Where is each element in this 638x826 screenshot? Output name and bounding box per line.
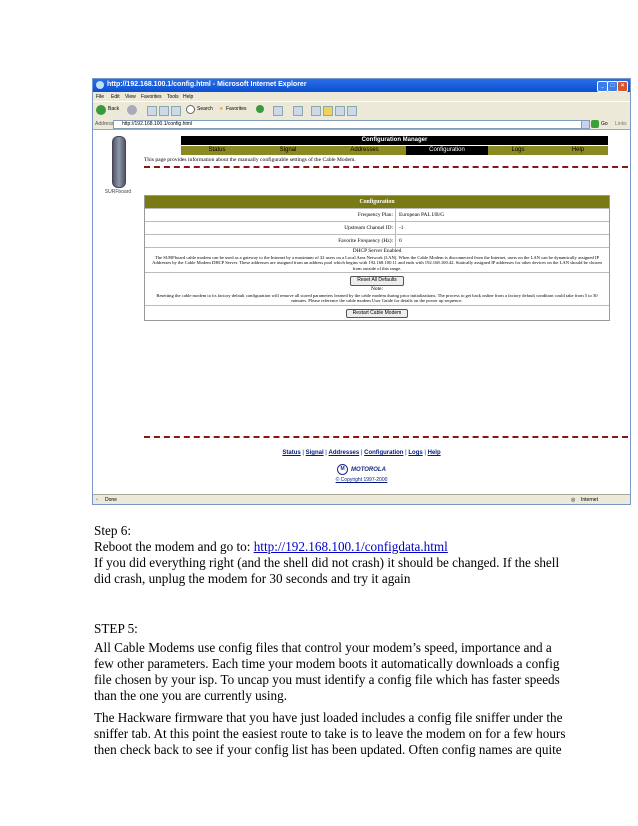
- step6-line1-text: Reboot the modem and go to:: [94, 539, 254, 554]
- dhcp-block: [145, 247, 609, 272]
- window-title: http://192.168.100.1/config.html - Microsoft Internet Explorer: [107, 81, 307, 88]
- globe-icon: ◎: [571, 497, 576, 503]
- table-row: [145, 208, 609, 221]
- para2-line: sniffer tab. At this point the easiest route to take is to leave the modem on for a few hours: [94, 726, 566, 741]
- print-icon[interactable]: [293, 106, 303, 116]
- address-dropdown-icon[interactable]: [581, 120, 590, 129]
- ie-icon: [96, 81, 104, 89]
- status-text: Done: [105, 497, 117, 503]
- tab-configuration[interactable]: Configuration: [406, 146, 488, 155]
- para1-line: All Cable Modems use config files that control your modem’s speed, importance and a: [94, 640, 552, 655]
- step5-title: STEP 5:: [94, 621, 138, 636]
- footer-link-status[interactable]: Status: [282, 450, 301, 456]
- search-icon[interactable]: [186, 105, 195, 114]
- motorola-batwing-icon: M: [337, 464, 348, 475]
- mail-icon[interactable]: [273, 106, 283, 116]
- intro-text: This page provides information about the manually configurable settings of the Cable Modem.: [144, 157, 356, 163]
- footer-nav: Status | Signal | Addresses | Configuration | Logs | Help: [282, 450, 441, 456]
- row-label: Upstream Channel ID:: [344, 225, 393, 231]
- history-icon[interactable]: [256, 105, 264, 113]
- step6-title: Step 6:: [94, 523, 131, 538]
- menu-edit[interactable]: Edit: [111, 94, 120, 100]
- zone-text: Internet: [581, 497, 598, 503]
- note-title: Note:: [371, 285, 383, 292]
- menu-favorites[interactable]: Favorites: [141, 94, 162, 100]
- reset-defaults-button[interactable]: Reset All Defaults: [350, 276, 403, 286]
- tab-status[interactable]: Status: [208, 147, 226, 153]
- menu-file[interactable]: File: [96, 94, 105, 100]
- menu-tools[interactable]: Tools: [167, 94, 179, 100]
- page-content: [93, 130, 630, 493]
- address-url: http://192.168.100.1/config.html: [122, 121, 193, 127]
- surfboard-brand: SURFboard: [104, 189, 132, 195]
- divider: [144, 166, 628, 168]
- step6-line2: If you did everything right (and the shell did not crash) it should be changed. If the shell: [94, 555, 560, 570]
- cell-divider: [395, 235, 396, 247]
- reset-block: [145, 272, 609, 304]
- links-label[interactable]: Links: [615, 121, 627, 127]
- cell-divider: [395, 222, 396, 234]
- footer-link-configuration[interactable]: Configuration: [364, 450, 404, 456]
- tab-addresses[interactable]: Addresses: [350, 147, 379, 153]
- close-button[interactable]: ×: [617, 81, 628, 92]
- config-manager-banner: Configuration Manager: [181, 136, 608, 145]
- page-icon: ▫: [96, 497, 98, 503]
- step6-line1: [94, 539, 448, 555]
- address-bar: [93, 119, 630, 130]
- tab-signal[interactable]: Signal: [279, 147, 297, 153]
- messenger-icon[interactable]: [347, 106, 357, 116]
- discuss-icon[interactable]: [335, 106, 345, 116]
- back-arrow-icon[interactable]: [96, 105, 106, 115]
- restart-block: [145, 305, 609, 321]
- menu-help[interactable]: Help: [183, 94, 194, 100]
- tab-logs[interactable]: Logs: [511, 147, 525, 153]
- refresh-icon[interactable]: [159, 106, 169, 116]
- maximize-button[interactable]: □: [607, 81, 618, 92]
- toolbar: [93, 101, 630, 120]
- motorola-brand: MOTOROLA: [351, 467, 386, 474]
- surfboard-icon: [112, 136, 126, 188]
- dhcp-title: DHCP Server Enabled: [352, 248, 402, 254]
- row-label: Frequency Plan:: [357, 212, 393, 218]
- para1-line: than the one you are currently using.: [94, 688, 287, 703]
- home-icon[interactable]: [171, 106, 181, 116]
- address-label: Address: [95, 121, 114, 127]
- table-row: [145, 234, 609, 247]
- window-titlebar: [93, 79, 630, 92]
- minimize-button[interactable]: _: [597, 81, 608, 92]
- surfboard-logo: [94, 134, 142, 198]
- configuration-table: [144, 195, 610, 321]
- configdata-link[interactable]: http://192.168.100.1/configdata.html: [253, 539, 448, 554]
- note-text: Resetting the cable modem to its factory default configuration will remove all stored parameters learned by the cable modem during prior initializations. The process to get back online from a factory default condition could take from 5 to 30 minutes. Please reference the cable modem User Guide for details on the power up sequence.: [156, 292, 598, 304]
- para2-line: then check back to see if your config list has been updated. Often config names are quite: [94, 742, 562, 757]
- favorites-button-label[interactable]: Favorites: [226, 106, 247, 112]
- divider: [144, 436, 628, 438]
- stop-icon[interactable]: [147, 106, 157, 116]
- tab-help[interactable]: Help: [571, 147, 585, 153]
- row-value: -1: [399, 225, 404, 231]
- nav-tabs: [181, 146, 608, 155]
- footer-link-signal[interactable]: Signal: [305, 450, 324, 456]
- table-row: [145, 221, 609, 234]
- back-button-label[interactable]: Back: [108, 106, 120, 112]
- para2-line: The Hackware firmware that you have just loaded includes a config file sniffer under the: [94, 710, 563, 725]
- star-icon[interactable]: ★: [219, 106, 224, 112]
- forward-arrow-icon[interactable]: [127, 105, 137, 115]
- para1-line: file chosen by your isp. To uncap you must identify a config file which has faster speeds: [94, 672, 560, 687]
- folder-icon[interactable]: [323, 106, 333, 116]
- footer-link-logs[interactable]: Logs: [408, 450, 423, 456]
- step6-line3: did crash, unplug the modem for 30 seconds and try it again: [94, 571, 411, 586]
- go-arrow-icon[interactable]: [591, 120, 599, 128]
- footer-link-addresses[interactable]: Addresses: [328, 450, 360, 456]
- status-bar: [93, 494, 630, 505]
- row-value: European PAL I/B/G: [399, 212, 445, 218]
- footer-link-help[interactable]: Help: [427, 450, 441, 456]
- cell-divider: [395, 209, 396, 221]
- motorola-logo: [93, 464, 630, 475]
- row-label: Favorite Frequency (Hz):: [338, 238, 393, 244]
- row-value: 0: [399, 238, 402, 244]
- dhcp-text: The SURFboard cable modem can be used as a gateway to the Internet by a maximum of 32 users on a Local Area Network (LAN). When the Cable Modem is disconnected from the Internet, users on the LAN can be dynamically assigned IP Addresses by the Cable Modem DHCP Server. These addresses are assigned from an address pool which begins with 192.168.100.11 and ends with 192.168.100.42. Statically assigned IP addresses for other devices on the LAN should be chosen from outside of this range.: [152, 254, 602, 271]
- table-heading: Configuration: [145, 196, 609, 208]
- menu-bar: [93, 92, 630, 101]
- browser-screenshot: [92, 78, 631, 505]
- restart-modem-button[interactable]: Restart Cable Modem: [346, 309, 409, 319]
- edit-icon[interactable]: [311, 106, 321, 116]
- go-button-label[interactable]: Go: [601, 121, 608, 127]
- search-button-label[interactable]: Search: [197, 106, 213, 112]
- copyright-link[interactable]: © Copyright 1997-2000: [335, 477, 388, 483]
- address-input[interactable]: [113, 120, 583, 129]
- menu-view[interactable]: View: [125, 94, 136, 100]
- para1-line: few other parameters. Each time your modem boots it automatically downloads a config: [94, 656, 560, 671]
